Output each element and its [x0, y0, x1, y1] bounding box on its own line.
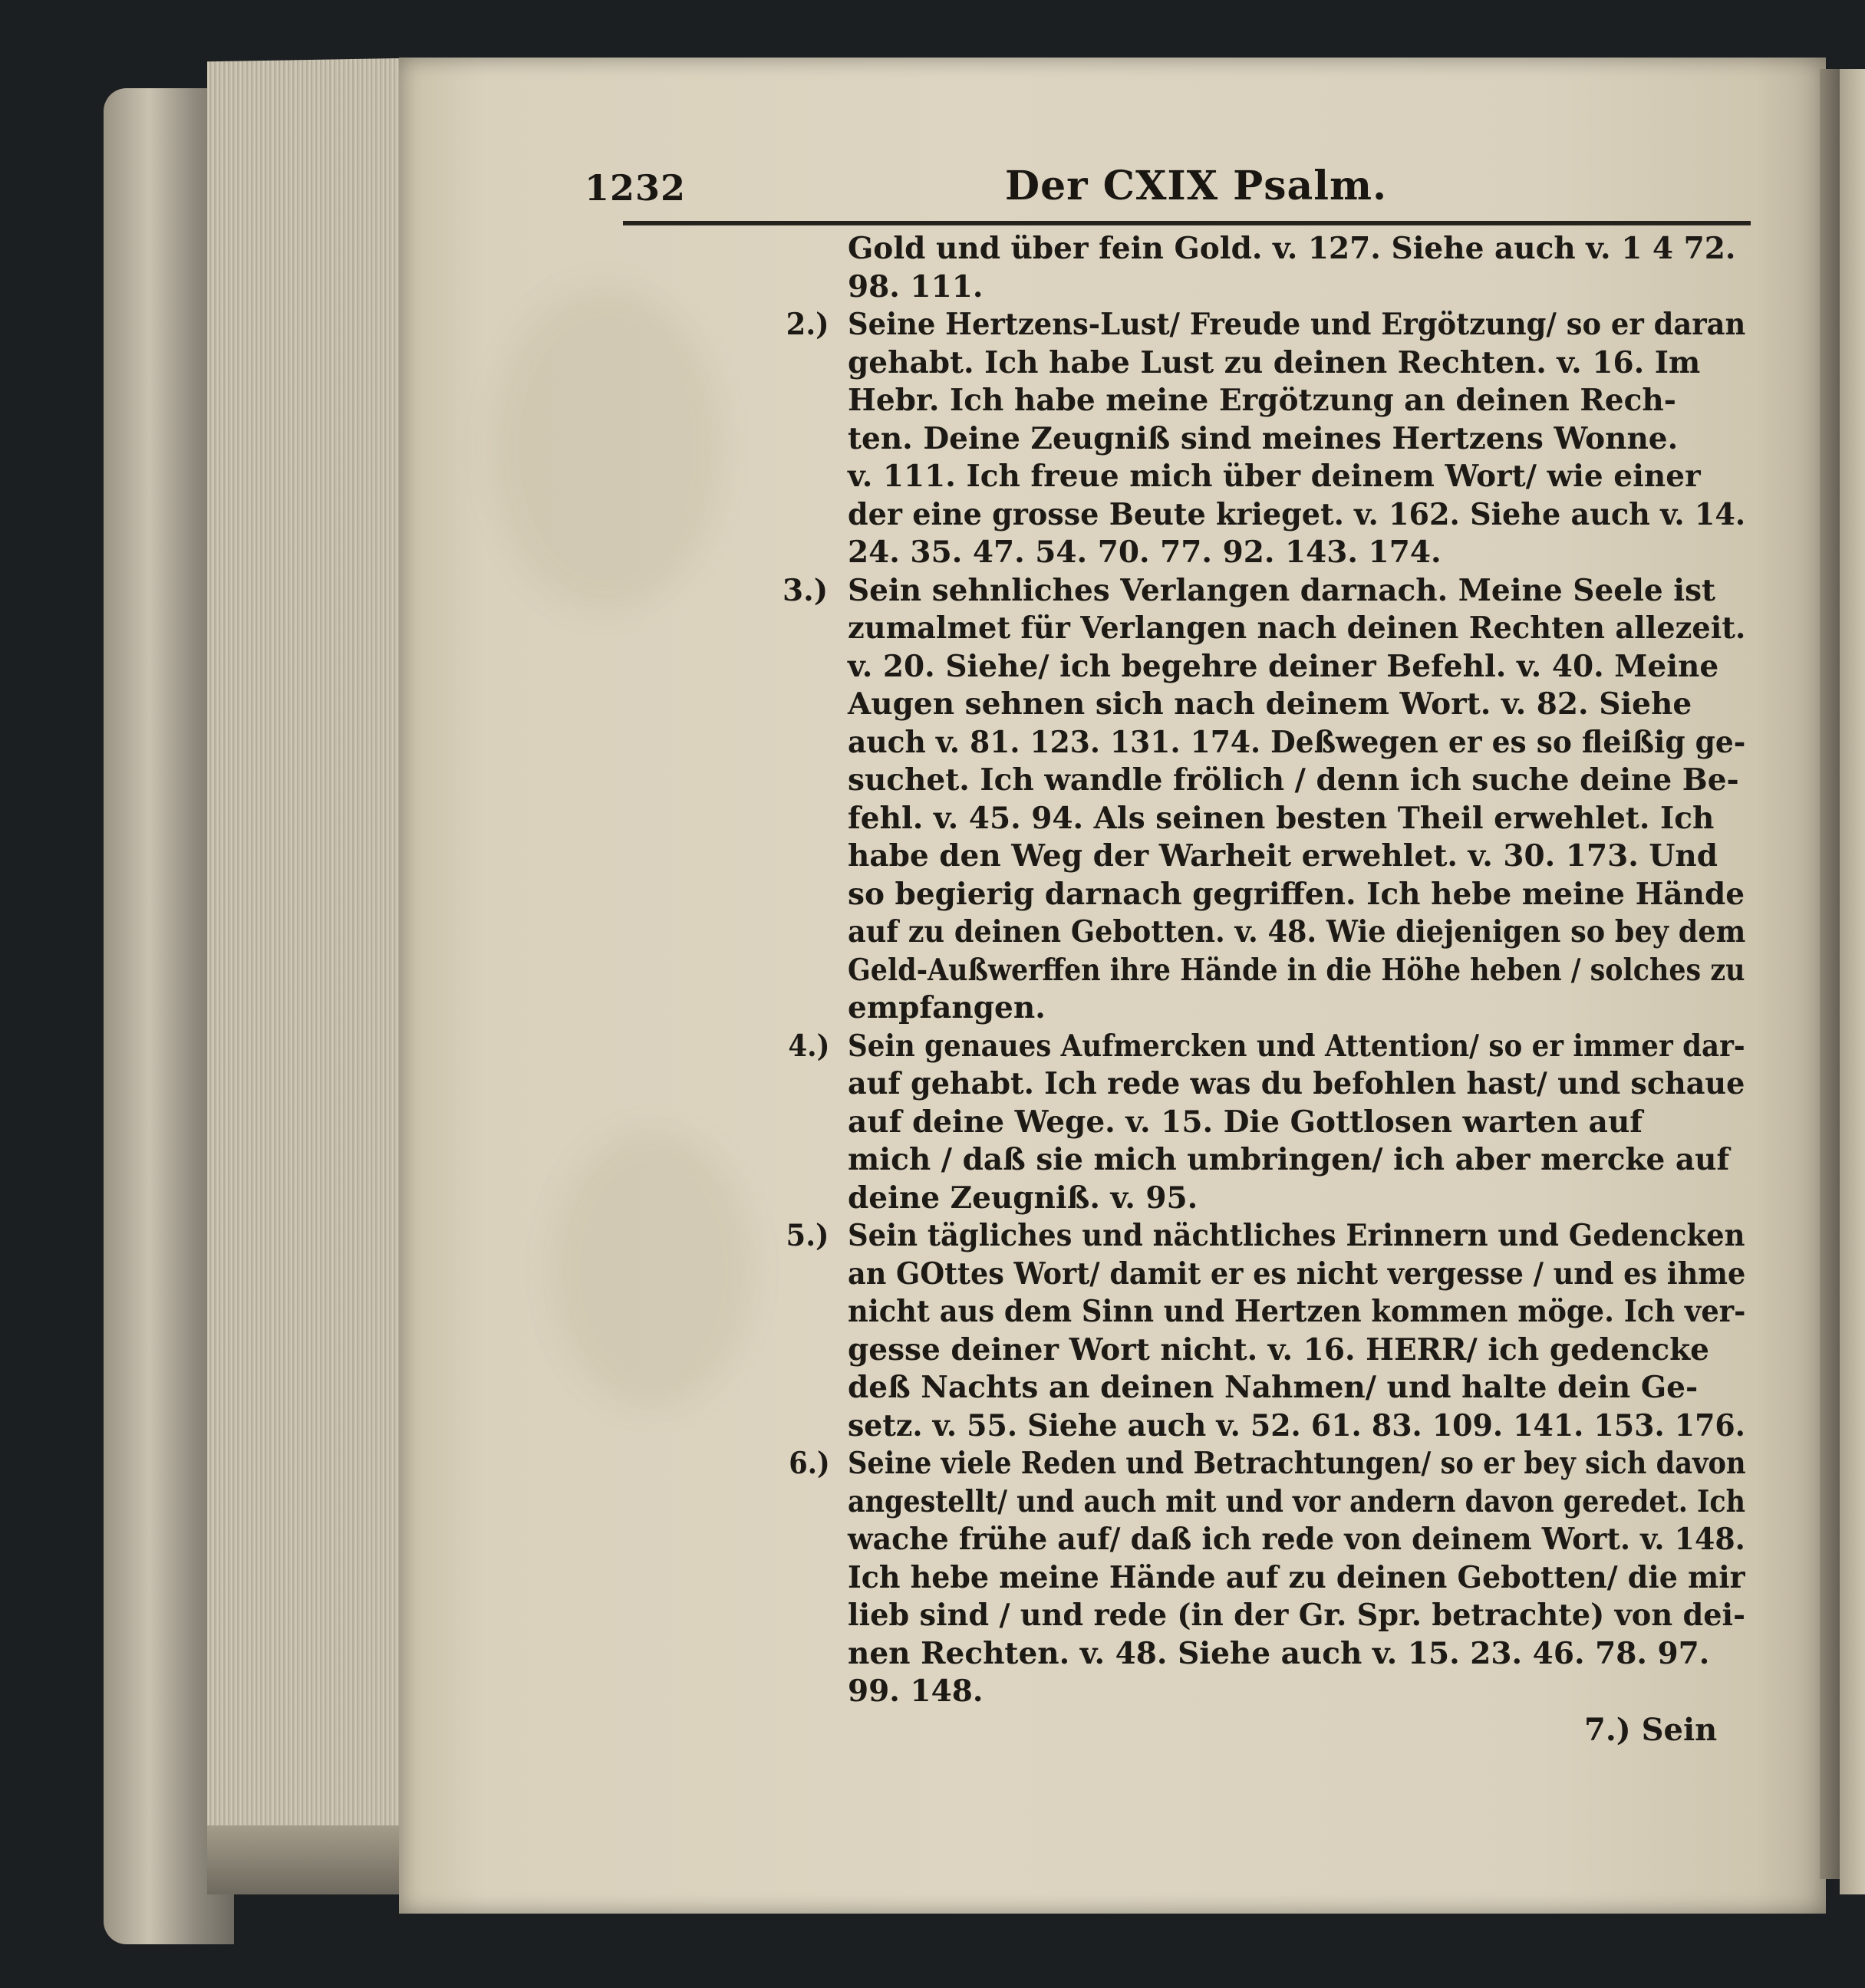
- item-text: Seine Hertzens-Lust/ Freude und Ergötzung/ so er daran: [848, 307, 1746, 342]
- text-line: auf deine Wege. v. 15. Die Gottlosen warten auf: [848, 1104, 1643, 1140]
- text-line: v. 111. Ich freue mich über deinem Wort/ wie einer: [848, 459, 1701, 494]
- text-line: auf gehabt. Ich rede was du befohlen hast/ und schaue: [848, 1066, 1745, 1101]
- text-line: Augen sehnen sich nach deinem Wort. v. 82. Siehe: [848, 686, 1692, 722]
- paper-stain: [552, 1131, 752, 1407]
- text-line: Geld-Außwerffen ihre Hände in die Höhe heben / solches zu: [848, 952, 1745, 988]
- text-line: setz. v. 55. Siehe auch v. 52. 61. 83. 109. 141. 153. 176.: [848, 1407, 1745, 1443]
- text-line: der eine grosse Beute krieget. v. 162. Siehe auch v. 14.: [848, 496, 1746, 532]
- text-line: nicht aus dem Sinn und Hertzen kommen möge. Ich ver-: [848, 1294, 1746, 1329]
- text-line: gesse deiner Wort nicht. v. 16. HERR/ ich gedencke: [848, 1331, 1709, 1368]
- text-line: auch v. 81. 123. 131. 174. Deßwegen er es so fleißig ge-: [848, 724, 1746, 760]
- item-number: 3.): [783, 572, 829, 608]
- catchword: 7.) Sein: [1584, 1712, 1718, 1748]
- text-line: lieb sind / und rede (in der Gr. Spr. betrachte) von dei-: [848, 1598, 1745, 1633]
- text-line: 24. 35. 47. 54. 70. 77. 92. 143. 174.: [848, 535, 1442, 570]
- text-line: [788, 1028, 1745, 1066]
- header-rule: [623, 221, 1751, 225]
- text-line: suchet. Ich wandle frölich / denn ich suche deine Be-: [848, 762, 1739, 798]
- text-line: Ich hebe meine Hände auf zu deinen Gebotten/ die mir: [848, 1559, 1745, 1595]
- text-line: fehl. v. 45. 94. Als seinen besten Theil erwehlet. Ich: [848, 800, 1715, 836]
- item-number: 4.): [788, 1028, 830, 1064]
- text-line: [786, 306, 1746, 344]
- page-body-text: [783, 230, 1746, 1711]
- text-line: v. 20. Siehe/ ich begehre deiner Befehl. v. 40. Meine: [848, 648, 1719, 684]
- page-edges-stack: [207, 58, 407, 1888]
- text-line: 99. 148.: [848, 1674, 984, 1709]
- text-line: nen Rechten. v. 48. Siehe auch v. 15. 23. 46. 78. 97.: [848, 1635, 1710, 1671]
- item-text: Sein genaues Aufmercken und Attention/ so er immer dar-: [848, 1028, 1745, 1064]
- text-line: gehabt. Ich habe Lust zu deinen Rechten. v. 16. Im: [848, 344, 1701, 380]
- text-line: deß Nachts an deinen Nahmen/ und halte dein Ge-: [848, 1370, 1699, 1405]
- item-number: 2.): [786, 307, 829, 342]
- text-line: [786, 1217, 1745, 1256]
- text-line: Gold und über fein Gold. v. 127. Siehe auch v. 1 4 72.: [848, 231, 1736, 266]
- text-line: habe den Weg der Warheit erwehlet. v. 30. 173. Und: [848, 838, 1718, 874]
- item-text: Seine viele Reden und Betrachtungen/ so er bey sich davon: [848, 1446, 1746, 1481]
- text-line: angestellt/ und auch mit und vor andern davon geredet. Ich: [848, 1483, 1745, 1519]
- text-line: auf zu deinen Gebotten. v. 48. Wie diejenigen so bey dem: [848, 914, 1746, 950]
- text-line: an GOttes Wort/ damit er es nicht vergesse / und es ihme: [848, 1256, 1746, 1292]
- text-line: Hebr. Ich habe meine Ergötzung an deinen Rech-: [848, 383, 1676, 418]
- text-line: [789, 1445, 1746, 1483]
- item-number: 6.): [789, 1446, 830, 1481]
- running-head: Der CXIX Psalm.: [1005, 163, 1388, 209]
- text-line: mich / daß sie mich umbringen/ ich aber mercke auf: [848, 1142, 1730, 1177]
- facing-page-sliver: [1840, 69, 1865, 1894]
- text-line: ten. Deine Zeugniß sind meines Hertzens Wonne.: [848, 420, 1679, 456]
- page-number: 1232: [585, 167, 687, 209]
- text-line: so begierig darnach gegriffen. Ich hebe meine Hände: [848, 876, 1745, 912]
- text-line: wache frühe auf/ daß ich rede von deinem Wort. v. 148.: [848, 1522, 1745, 1557]
- item-text: Sein tägliches und nächtliches Erinnern und Gedencken: [848, 1218, 1745, 1253]
- text-line: [783, 572, 1745, 611]
- paper-stain: [491, 288, 721, 610]
- text-line: 98. 111.: [848, 268, 984, 304]
- text-line: zumalmet für Verlangen nach deinen Rechten allezeit.: [848, 611, 1746, 646]
- item-number: 5.): [786, 1218, 829, 1253]
- page-edges-bottom: [207, 1825, 407, 1894]
- text-line: empfangen.: [848, 990, 1046, 1025]
- item-text: Sein sehnliches Verlangen darnach. Meine Seele ist: [848, 572, 1716, 608]
- text-line: deine Zeugniß. v. 95.: [848, 1180, 1198, 1216]
